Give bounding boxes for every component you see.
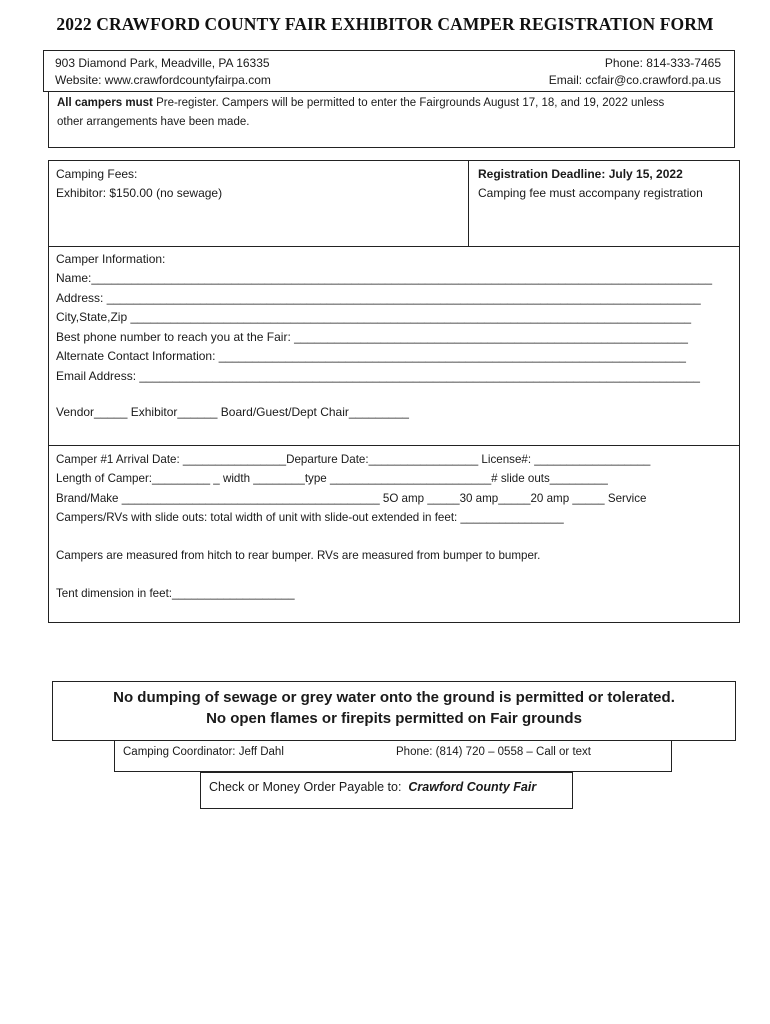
warning-line-2: No open flames or firepits permitted on Fair grounds: [206, 710, 582, 727]
coordinator-box: [114, 740, 672, 772]
warning-box: [52, 681, 736, 741]
alternate-contact-field[interactable]: Alternate Contact Information: ______________________________________________________________________: [56, 349, 686, 363]
payment-payee: Crawford County Fair: [408, 780, 537, 794]
address-field[interactable]: Address: _________________________________________________________________________________________: [56, 291, 701, 305]
camper-1-brand-power[interactable]: Brand/Make ________________________________________ 5O amp _____30 amp_____20 amp _____ Service: [56, 492, 647, 505]
fair-phone: Phone: 814-333-7465: [604, 56, 721, 70]
notice-line-2: other arrangements have been made.: [57, 116, 250, 128]
fair-address: 903 Diamond Park, Meadville, PA 16335: [55, 56, 270, 70]
camper-1-dimensions[interactable]: Length of Camper:_________ _ width ________type _________________________# slide outs_________: [56, 472, 608, 485]
tent-dimension-field[interactable]: Tent dimension in feet:___________________: [56, 587, 295, 600]
deadline-note: Camping fee must accompany registration: [478, 186, 703, 200]
notice-text: Pre-register. Campers will be permitted to enter the Fairgrounds August 17, 18, and 19, 2022 unless: [152, 97, 665, 109]
measurement-note: Campers are measured from hitch to rear bumper. RVs are measured from bumper to bumper.: [56, 549, 541, 562]
fees-heading: Camping Fees:: [56, 167, 138, 181]
email-field[interactable]: Email Address: ____________________________________________________________________________________: [56, 369, 700, 383]
fair-website: Website: www.crawfordcountyfairpa.com: [55, 73, 271, 87]
notice-line-1: [57, 96, 664, 110]
fees-divider: [468, 160, 469, 247]
fees-exhibitor: Exhibitor: $150.00 (no sewage): [56, 186, 223, 200]
coordinator-phone: Phone: (814) 720 – 0558 – Call or text: [396, 746, 591, 758]
form-title: 2022 CRAWFORD COUNTY FAIR EXHIBITOR CAMPER REGISTRATION FORM: [56, 14, 714, 34]
warning-line-1: No dumping of sewage or grey water onto the ground is permitted or tolerated.: [113, 689, 675, 706]
notice-box: [48, 91, 735, 148]
camper-1-slide-width[interactable]: Campers/RVs with slide outs: total width of unit with slide-out extended in feet: ________________: [56, 511, 564, 524]
camper-1-dates-license[interactable]: Camper #1 Arrival Date: ________________Departure Date:_________________ License#: __________________: [56, 453, 651, 466]
payment-line: [209, 780, 536, 794]
name-field[interactable]: Name:_____________________________________________________________________________________________: [56, 271, 713, 285]
camper-info-heading: Camper Information:: [56, 252, 166, 266]
contact-box: [43, 50, 735, 92]
coordinator-name: Camping Coordinator: Jeff Dahl: [123, 746, 284, 758]
registration-deadline: Registration Deadline: July 15, 2022: [478, 167, 683, 181]
role-selection[interactable]: Vendor_____ Exhibitor______ Board/Guest/Dept Chair_________: [56, 405, 409, 419]
payment-label: Check or Money Order Payable to:: [209, 780, 402, 794]
city-state-zip-field[interactable]: City,State,Zip ____________________________________________________________________________________: [56, 310, 692, 324]
best-phone-field[interactable]: Best phone number to reach you at the Fair: ___________________________________________________________: [56, 330, 688, 344]
fair-email: Email: ccfair@co.crawford.pa.us: [548, 73, 721, 87]
notice-bold: All campers must: [57, 97, 153, 109]
payment-box: [200, 772, 573, 809]
